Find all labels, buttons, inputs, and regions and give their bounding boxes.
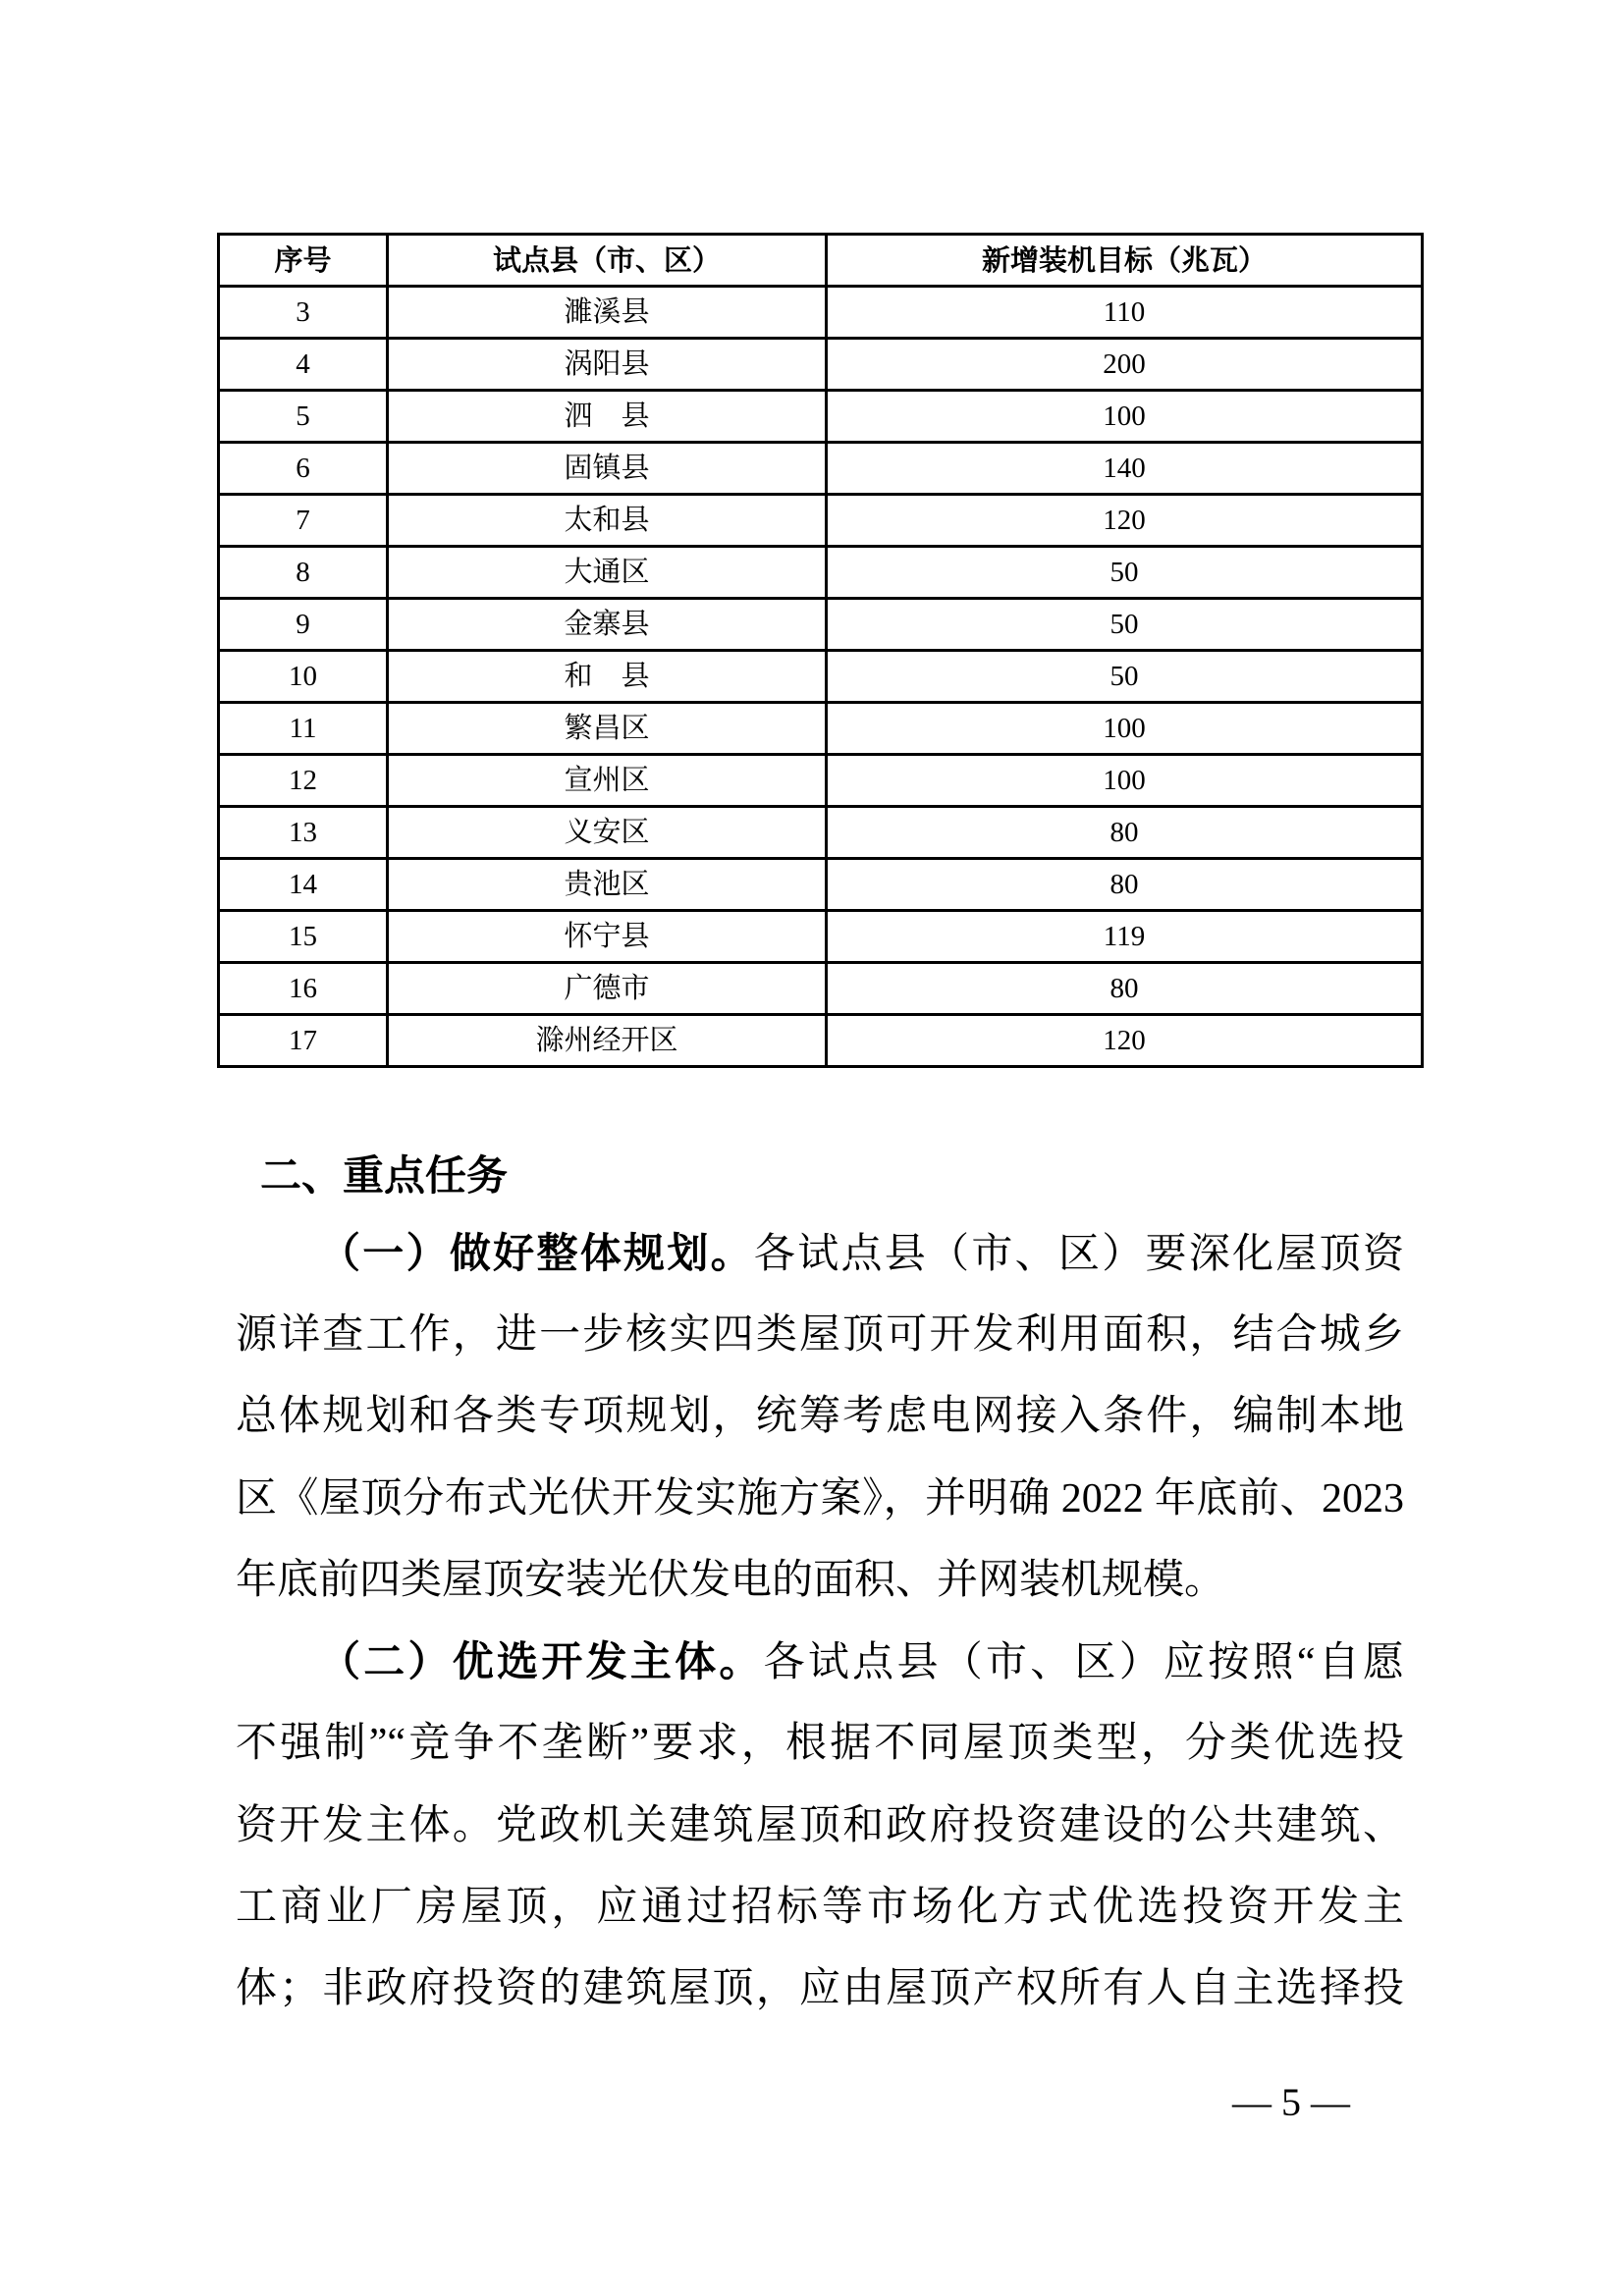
serial-number: 15	[219, 911, 388, 963]
county-name: 义安区	[388, 807, 827, 859]
installation-target: 80	[827, 807, 1423, 859]
installation-target: 50	[827, 599, 1423, 651]
table-row	[219, 807, 1423, 859]
paragraph-line: 区《屋顶分布式光伏开发实施方案》，并明确 2022 年底前、2023	[236, 1476, 1404, 1522]
installation-target: 200	[827, 339, 1423, 391]
county-name: 宣州区	[388, 755, 827, 807]
table-row	[219, 911, 1423, 963]
header-serial-number: 序号	[219, 235, 388, 287]
installation-target: 80	[827, 859, 1423, 911]
county-name: 泗 县	[388, 391, 827, 443]
county-name: 怀宁县	[388, 911, 827, 963]
county-name: 涡阳县	[388, 339, 827, 391]
table-row	[219, 599, 1423, 651]
serial-number: 11	[219, 703, 388, 755]
serial-number: 16	[219, 963, 388, 1015]
table-row	[219, 339, 1423, 391]
county-name: 固镇县	[388, 443, 827, 495]
table-row	[219, 443, 1423, 495]
county-name: 大通区	[388, 547, 827, 599]
installation-target: 50	[827, 547, 1423, 599]
table-row	[219, 1015, 1423, 1067]
paragraph-line: 年底前四类屋顶安装光伏发电的面积、并网装机规模。	[236, 1558, 1226, 1603]
paragraph-line: 总体规划和各类专项规划，统筹考虑电网接入条件，编制本地	[236, 1394, 1404, 1439]
page-number: — 5 —	[1232, 2080, 1350, 2124]
county-name: 繁昌区	[388, 703, 827, 755]
installation-target: 110	[827, 287, 1423, 339]
table-row	[219, 651, 1423, 703]
paragraph-line	[236, 1228, 1404, 1279]
header-pilot-county: 试点县（市、区）	[388, 235, 827, 287]
installation-target: 50	[827, 651, 1423, 703]
serial-number: 4	[219, 339, 388, 391]
paragraph-line: 体；非政府投资的建筑屋顶，应由屋顶产权所有人自主选择投	[236, 1966, 1404, 2011]
county-name: 滁州经开区	[388, 1015, 827, 1067]
table-row	[219, 495, 1423, 547]
installation-target: 80	[827, 963, 1423, 1015]
serial-number: 10	[219, 651, 388, 703]
serial-number: 6	[219, 443, 388, 495]
county-name: 广德市	[388, 963, 827, 1015]
serial-number: 9	[219, 599, 388, 651]
table-row	[219, 755, 1423, 807]
serial-number: 3	[219, 287, 388, 339]
installation-target: 140	[827, 443, 1423, 495]
serial-number: 13	[219, 807, 388, 859]
paragraph-text: 各试点县（市、区）要深化屋顶资	[753, 1232, 1404, 1277]
pilot-targets-table	[217, 233, 1424, 1068]
serial-number: 5	[219, 391, 388, 443]
paragraph-lead: （二）优选开发主体。	[319, 1637, 764, 1685]
table-row	[219, 859, 1423, 911]
table-row	[219, 287, 1423, 339]
installation-target: 120	[827, 495, 1423, 547]
installation-target: 100	[827, 755, 1423, 807]
table-row	[219, 703, 1423, 755]
installation-target: 120	[827, 1015, 1423, 1067]
serial-number: 14	[219, 859, 388, 911]
table-row	[219, 391, 1423, 443]
section-heading: 二、重点任务	[260, 1151, 509, 1200]
installation-target: 100	[827, 391, 1423, 443]
paragraph-line	[236, 1636, 1404, 1687]
serial-number: 17	[219, 1015, 388, 1067]
county-name: 和 县	[388, 651, 827, 703]
county-name: 金寨县	[388, 599, 827, 651]
table-row	[219, 547, 1423, 599]
paragraph-line: 源详查工作，进一步核实四类屋顶可开发利用面积，结合城乡	[236, 1312, 1404, 1358]
installation-target: 100	[827, 703, 1423, 755]
serial-number: 12	[219, 755, 388, 807]
serial-number: 8	[219, 547, 388, 599]
header-installation-target: 新增装机目标（兆瓦）	[827, 235, 1423, 287]
paragraph-line: 工商业厂房屋顶，应通过招标等市场化方式优选投资开发主	[236, 1885, 1404, 1930]
installation-target: 119	[827, 911, 1423, 963]
table-header-row	[219, 235, 1423, 287]
county-name: 贵池区	[388, 859, 827, 911]
serial-number: 7	[219, 495, 388, 547]
county-name: 濉溪县	[388, 287, 827, 339]
county-name: 太和县	[388, 495, 827, 547]
table-row	[219, 963, 1423, 1015]
paragraph-text: 各试点县（市、区）应按照“自愿	[763, 1640, 1404, 1685]
paragraph-line: 不强制”“竞争不垄断”要求，根据不同屋顶类型，分类优选投	[236, 1721, 1404, 1766]
paragraph-line: 资开发主体。党政机关建筑屋顶和政府投资建设的公共建筑、	[236, 1803, 1404, 1848]
paragraph-lead: （一）做好整体规划。	[319, 1229, 754, 1277]
